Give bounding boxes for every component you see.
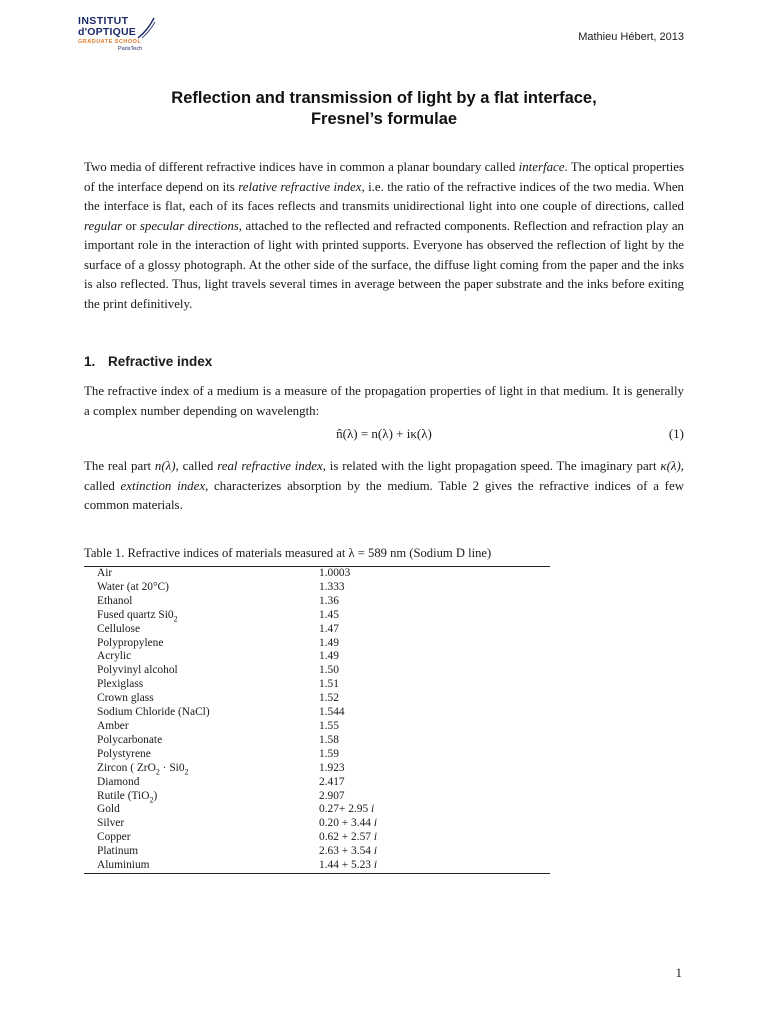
para3-text-4: , called (84, 459, 684, 493)
material-cell (84, 581, 319, 595)
material-cell (84, 720, 319, 734)
section-number: 1. (84, 354, 96, 369)
material: Amber (97, 719, 129, 732)
index-value-cell (319, 762, 550, 776)
material-cell (84, 567, 319, 581)
author-date: Mathieu Hébert, 2013 (578, 31, 684, 43)
intro-emph-relative-index: relative refractive index (238, 179, 362, 194)
material-tail: · Si0 (159, 761, 185, 774)
para3-emph-real-index: real refractive index (217, 459, 323, 473)
table-row (84, 776, 550, 790)
imaginary-unit: i (373, 845, 378, 858)
material: Fused quartz Si0 (97, 608, 174, 621)
para3-text-2: , called (175, 459, 218, 473)
material-cell (84, 859, 319, 873)
index-value: 1.45 (319, 608, 339, 621)
index-value-cell (319, 664, 550, 678)
index-value-cell (319, 817, 550, 831)
material: Air (97, 567, 113, 579)
para3-emph-extinction: extinction index (120, 478, 206, 493)
material-cell (84, 790, 319, 804)
index-value: 1.49 (319, 636, 339, 649)
intro-text-1: Two media of different refractive indices have in common a planar boundary called (84, 160, 519, 174)
index-value: 1.49 (319, 650, 339, 663)
material-cell (84, 817, 319, 831)
material: Water (at 20°C) (97, 580, 169, 593)
imaginary-unit: i (373, 859, 378, 872)
index-value-cell (319, 734, 550, 748)
index-value: 2.63 + 3.54 (319, 845, 374, 858)
index-value: 1.36 (319, 594, 339, 607)
index-value: 1.52 (319, 692, 339, 705)
table-row (84, 581, 550, 595)
index-value-cell (319, 692, 550, 706)
intro-emph-regular: regular (84, 218, 123, 233)
table-row (84, 720, 550, 734)
material-cell (84, 595, 319, 609)
definition-text: The refractive index of a medium is a measure of the propagation properties of light in that medium. It is generally a complex number depending on wavelength: (84, 384, 684, 418)
material-cell (84, 762, 319, 776)
material-sub: 2 (155, 766, 160, 776)
index-value-cell (319, 650, 550, 664)
index-value-cell (319, 845, 550, 859)
material-cell (84, 678, 319, 692)
refractive-index-table (84, 566, 550, 874)
table-row (84, 678, 550, 692)
index-value: 1.59 (319, 747, 339, 760)
material-cell (84, 706, 319, 720)
index-value: 1.333 (319, 580, 345, 593)
index-value: 1.51 (319, 678, 339, 691)
material-tail: ) (153, 789, 158, 802)
material: Gold (97, 803, 120, 816)
table-row (84, 650, 550, 664)
material: Crown glass (97, 692, 154, 705)
para3-text-1: The real part (84, 459, 155, 473)
table-row (84, 609, 550, 623)
material: Polystyrene (97, 747, 151, 760)
intro-text-4: or (122, 218, 140, 233)
index-value-cell (319, 748, 550, 762)
intro-emph-interface: interface (518, 160, 565, 174)
logo-arc-icon (136, 16, 156, 40)
imaginary-unit: i (373, 831, 378, 844)
material-cell (84, 650, 319, 664)
material: Rutile (TiO (97, 789, 150, 802)
table-caption: Table 1. Refractive indices of materials measured at λ = 589 nm (Sodium D line) (84, 546, 492, 560)
index-value: 0.62 + 2.57 (319, 831, 374, 844)
page-title (0, 88, 768, 130)
para3-text-3: , is related with the light propagation speed. The imaginary part (322, 459, 661, 473)
table-row (84, 734, 550, 748)
table-body (84, 567, 550, 873)
table-row (84, 692, 550, 706)
material-cell (84, 623, 319, 637)
index-value: 2.907 (319, 789, 345, 802)
material-sub: 2 (173, 614, 178, 623)
intro-text-3: , i.e. the ratio of the refractive indices of the two media. When the interface is flat, each of its faces reflects and transmits unidirectional light into one couple of directions, called (84, 179, 684, 213)
material-cell (84, 776, 319, 790)
table-row (84, 664, 550, 678)
material: Copper (97, 831, 131, 844)
material: Plexiglass (97, 678, 144, 691)
index-value-cell (319, 567, 550, 581)
table-row (84, 803, 550, 817)
material: Sodium Chloride (NaCl) (97, 706, 210, 719)
logo-line2: d'OPTIQUE (78, 26, 136, 38)
material-cell (84, 664, 319, 678)
material: Polyvinyl alcohol (97, 664, 178, 677)
index-value: 1.923 (319, 761, 345, 774)
material: Acrylic (97, 650, 132, 663)
index-value: 1.58 (319, 733, 339, 746)
material: Cellulose (97, 622, 141, 635)
intro-text-5: , attached to the reflected and refracted components. Reflection and refraction play an important role in the interaction of light with printed supports. Everyone has observed the reflection of light by the surface of a glossy photograph. At the other side of the surface, the diffuse light coming from the paper and the inks is also reflected. Thus, light travels several times in average between the paper substrate and the inks before exiting the print definitively. (84, 218, 684, 311)
index-value-cell (319, 678, 550, 692)
table-row (84, 762, 550, 776)
material-cell (84, 748, 319, 762)
title-line1: Reflection and transmission of light by a flat interface, (171, 89, 597, 107)
material: Aluminium (97, 859, 150, 872)
table-row (84, 817, 550, 831)
material-cell (84, 637, 319, 651)
index-value-cell (319, 803, 550, 817)
imaginary-unit: i (371, 803, 375, 816)
index-value: 1.50 (319, 664, 339, 677)
index-value: 1.0003 (319, 567, 351, 579)
material: Polycarbonate (97, 733, 163, 746)
index-value-cell (319, 776, 550, 790)
table-row (84, 623, 550, 637)
title-line2: Fresnel’s formulae (310, 110, 458, 128)
table-row (84, 637, 550, 651)
index-value-cell (319, 706, 550, 720)
imaginary-unit: i (373, 817, 378, 830)
material-cell (84, 831, 319, 845)
table-row (84, 595, 550, 609)
intro-paragraph (84, 158, 684, 314)
table-bottom-rule (84, 873, 550, 874)
table-row (84, 845, 550, 859)
logo-line4: ParisTech (118, 46, 143, 52)
index-value-cell (319, 595, 550, 609)
section-heading (84, 354, 212, 369)
material-cell (84, 609, 319, 623)
material: Polypropylene (97, 636, 164, 649)
index-value: 1.47 (319, 622, 339, 635)
page-number: 1 (675, 965, 682, 980)
material-cell (84, 803, 319, 817)
material: Silver (97, 817, 125, 830)
index-value-cell (319, 637, 550, 651)
material: Platinum (97, 845, 139, 858)
index-value-cell (319, 720, 550, 734)
index-value: 1.544 (319, 706, 345, 719)
equation-1 (84, 426, 684, 446)
equation-number: (1) (668, 426, 684, 441)
table-row (84, 567, 550, 581)
definition-paragraph (84, 382, 684, 421)
material-cell (84, 734, 319, 748)
table-row (84, 706, 550, 720)
intro-text-2: . The optical properties of the interface depend on its (84, 160, 684, 194)
index-value: 0.20 + 3.44 (319, 817, 374, 830)
para3-math-kappa: κ(λ) (660, 459, 681, 473)
section-title: Refractive index (108, 354, 213, 369)
logo-line1: INSTITUT (78, 15, 129, 27)
table-row (84, 790, 550, 804)
material-sub2: 2 (184, 766, 189, 776)
table-row (84, 859, 550, 873)
real-part-paragraph (84, 457, 684, 516)
index-value-cell (319, 623, 550, 637)
material: Zircon ( ZrO (97, 761, 156, 774)
index-value-cell (319, 581, 550, 595)
para3-math-n: n(λ) (154, 459, 176, 473)
institut-optique-logo (78, 16, 158, 56)
index-value-cell (319, 790, 550, 804)
material: Diamond (97, 775, 140, 788)
material: Ethanol (97, 594, 133, 607)
material-cell (84, 845, 319, 859)
index-value-cell (319, 859, 550, 873)
index-value: 1.55 (319, 719, 339, 732)
intro-emph-specular: specular directions (139, 218, 239, 233)
table-row (84, 748, 550, 762)
logo-line3: GRADUATE SCHOOL (78, 39, 142, 45)
index-value: 0.27+ 2.95 (319, 803, 371, 816)
index-value: 1.44 + 5.23 (319, 859, 374, 872)
para3-text-5: , characterizes absorption by the medium. Table 2 gives the refractive indices of a few common materials. (84, 478, 685, 512)
equation-expression: n̂(λ) = n(λ) + iκ(λ) (336, 426, 432, 441)
index-value: 2.417 (319, 775, 345, 788)
index-value-cell (319, 609, 550, 623)
table-row (84, 831, 550, 845)
index-value-cell (319, 831, 550, 845)
material-sub: 2 (149, 794, 154, 804)
material-cell (84, 692, 319, 706)
